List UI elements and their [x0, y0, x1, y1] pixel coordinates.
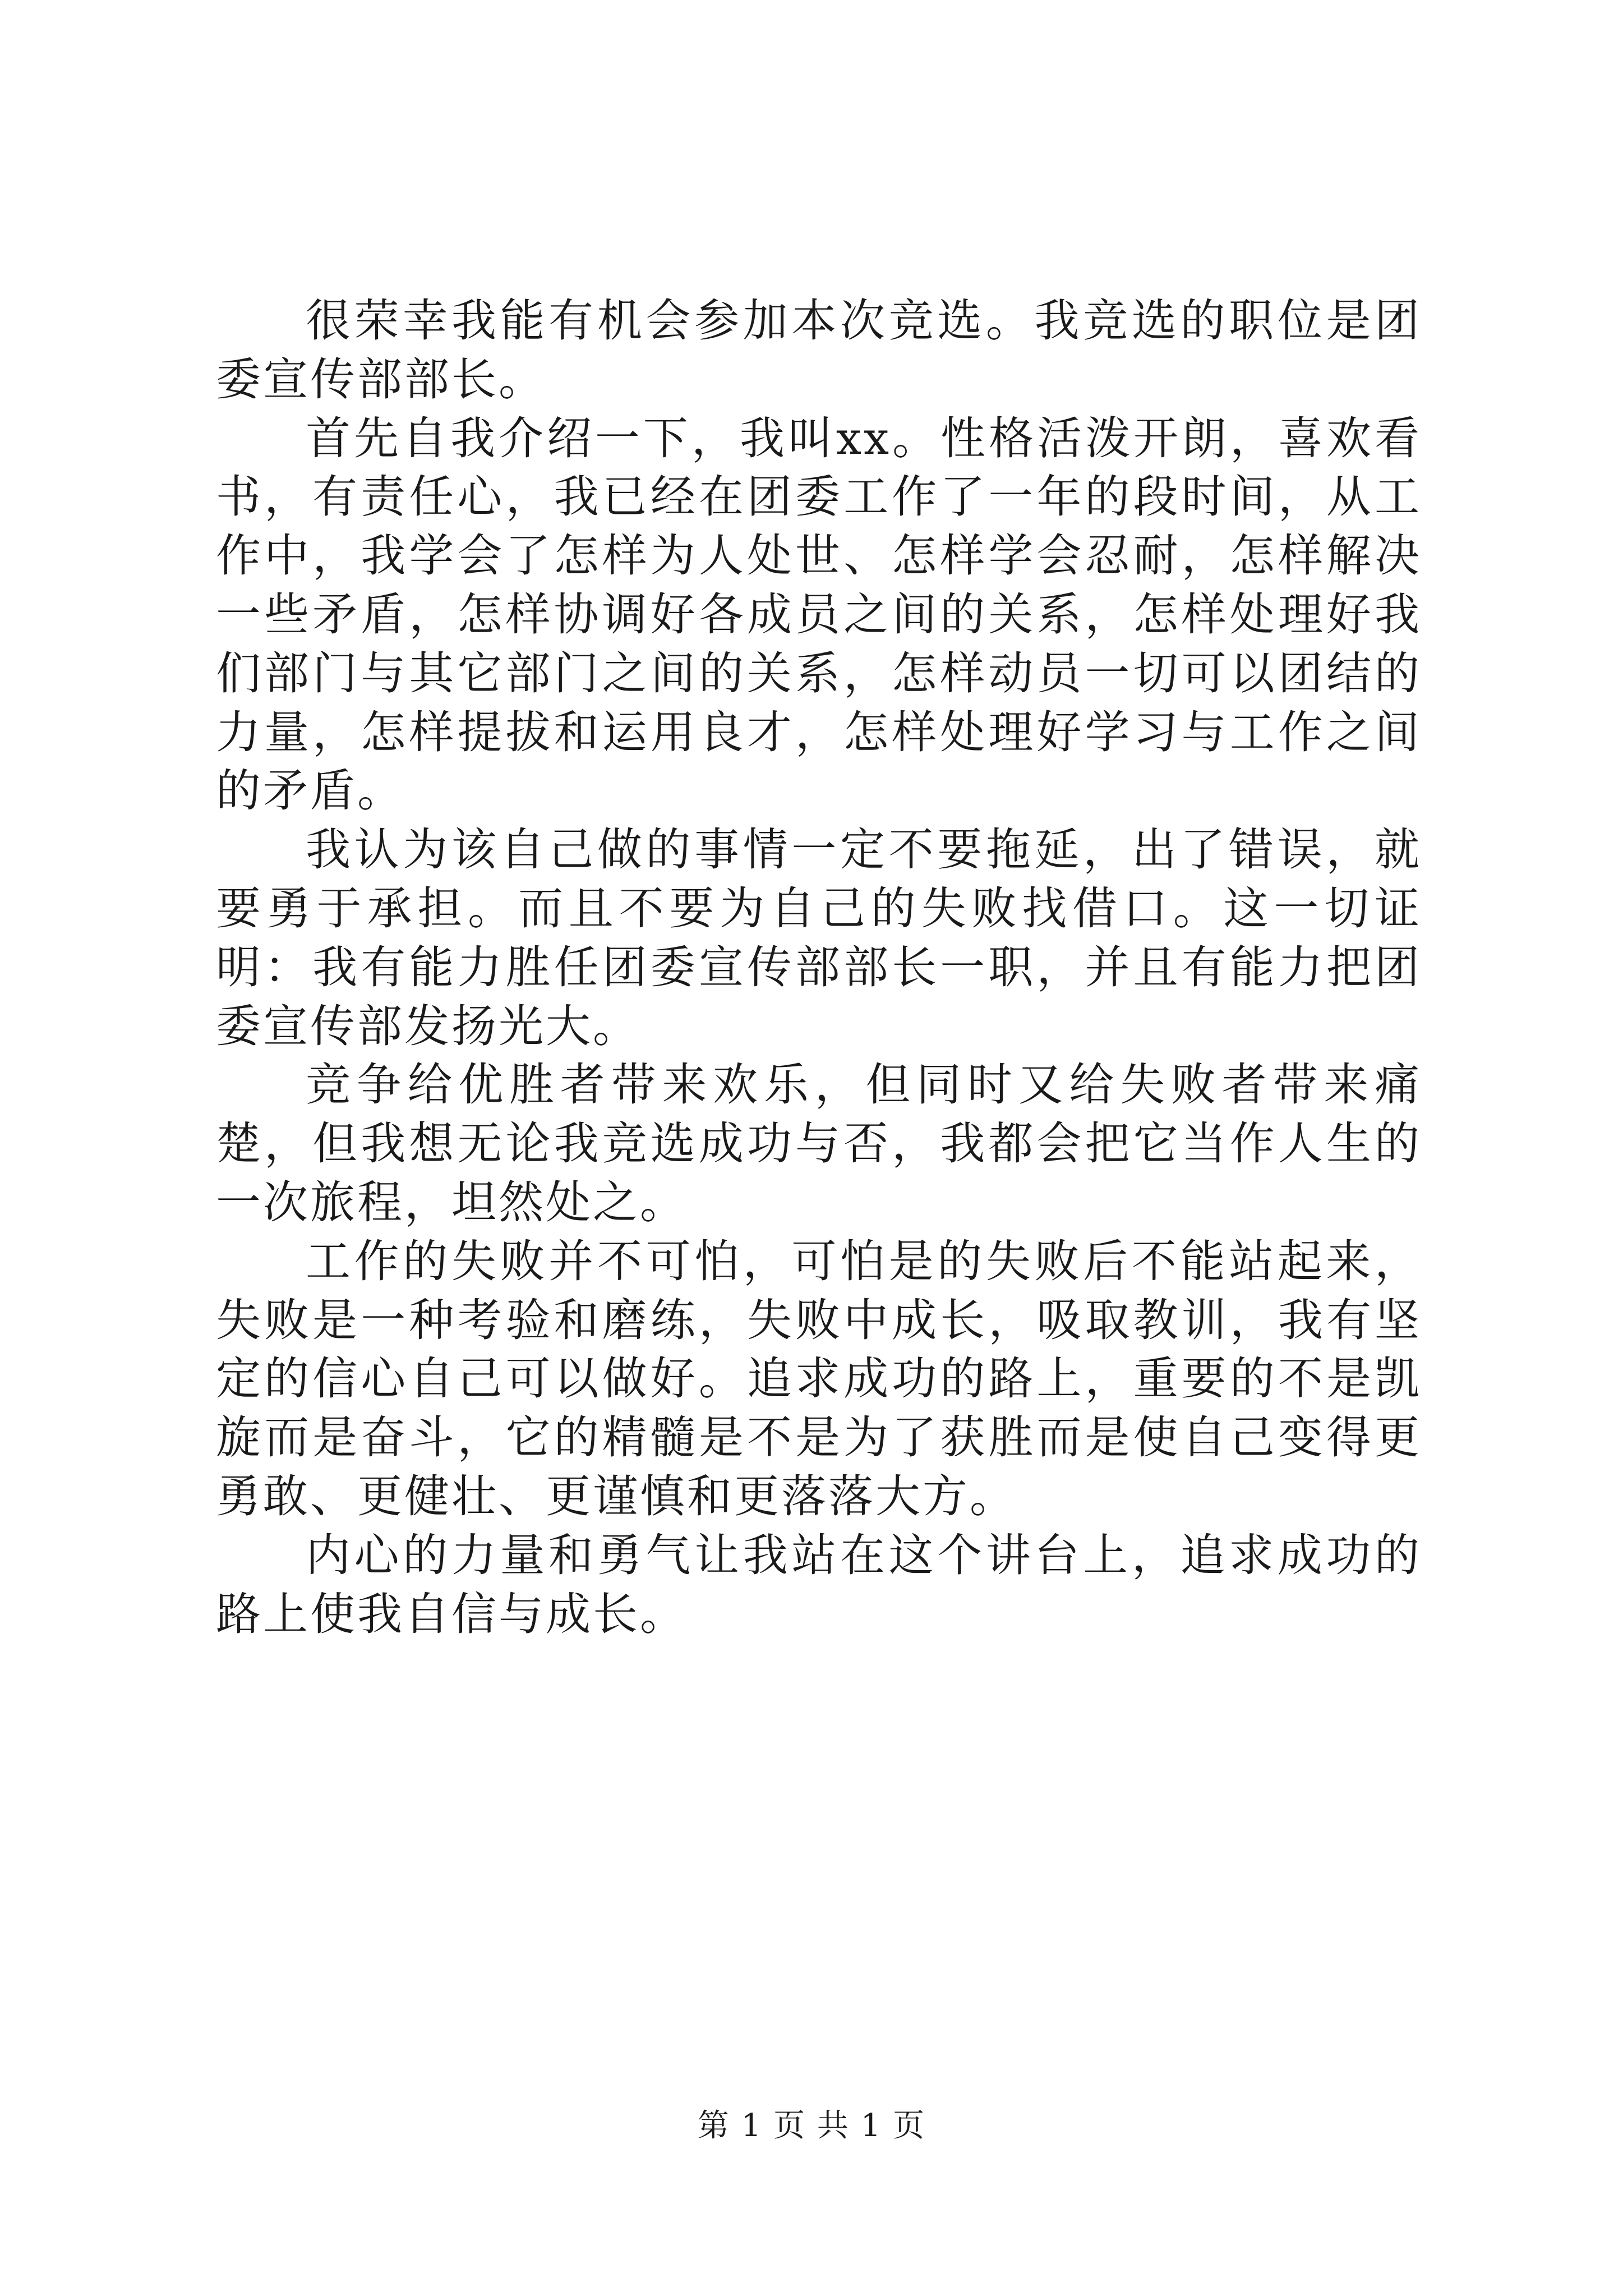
paragraph-2: 首先自我介绍一下，我叫xx。性格活泼开朗，喜欢看书，有责任心，我已经在团委工作了一年的段时间，从工作中，我学会了怎样为人处世、怎样学会忍耐，怎样解决一些矛盾，怎样协调好各成员之间的关系，怎样处理好我们部门与其它部门之间的关系，怎样动员一切可以团结的力量，怎样提拔和运用良才，怎样处理好学习与工作之间的矛盾。: [216, 412, 1422, 817]
paragraph-1: 很荣幸我能有机会参加本次竞选。我竞选的职位是团委宣传部部长。: [216, 295, 1422, 406]
page-number-footer: 第 1 页 共 1 页: [697, 2108, 926, 2144]
paragraph-4: 竞争给优胜者带来欢乐，但同时又给失败者带来痛楚，但我想无论我竞选成功与否，我都会把它当作人生的一次旅程，坦然处之。: [216, 1059, 1422, 1228]
paragraph-5: 工作的失败并不可怕，可怕是的失败后不能站起来，失败是一种考验和磨练，失败中成长，吸取教训，我有坚定的信心自己可以做好。追求成功的路上，重要的不是凯旋而是奋斗，它的精髓是不是为了获胜而是使自己变得更勇敢、更健壮、更谨慎和更落落大方。: [216, 1235, 1422, 1522]
paragraph-6: 内心的力量和勇气让我站在这个讲台上，追求成功的路上使我自信与成长。: [216, 1529, 1422, 1640]
paragraph-3: 我认为该自己做的事情一定不要拖延，出了错误，就要勇于承担。而且不要为自己的失败找借口。这一切证明：我有能力胜任团委宣传部部长一职，并且有能力把团委宣传部发扬光大。: [216, 823, 1422, 1052]
document-body: [216, 292, 1422, 1644]
